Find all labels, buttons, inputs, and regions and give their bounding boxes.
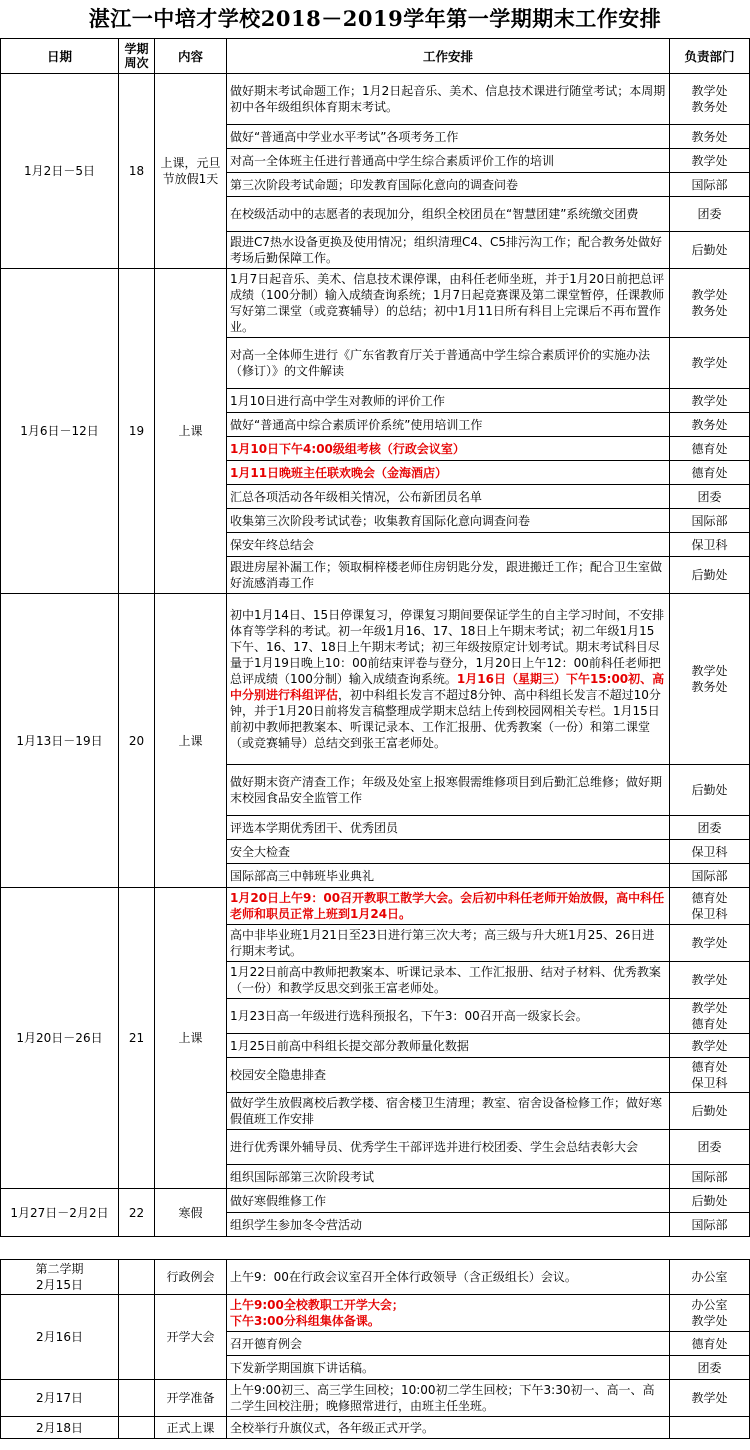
arrangement-cell	[227, 864, 670, 888]
department-cell: 后勤处	[670, 765, 750, 816]
arrangement-text: 做好学生放假离校后教学楼、宿舍楼卫生清理；教室、宿舍设备检修工作；做好寒假值班工作安排	[230, 1096, 663, 1126]
department-cell	[670, 1417, 750, 1439]
arrangement-text: 做好“普通高中综合素质评价系统”使用培训工作	[230, 417, 483, 432]
department-cell: 后勤处	[670, 557, 750, 594]
arrangement-text: 组织学生参加冬令营活动	[230, 1217, 363, 1232]
highlight-text: 1月16日（星期三）下午15:00初、高中分别进行科组评估	[230, 672, 665, 702]
table-row	[1, 1189, 750, 1213]
department-cell: 教学处	[670, 149, 750, 173]
content-cell: 开学大会	[155, 1295, 227, 1380]
arrangement-cell	[227, 1189, 670, 1213]
arrangement-cell	[227, 962, 670, 999]
arrangement-cell	[227, 232, 670, 269]
department-cell: 办公室 教学处	[670, 1295, 750, 1332]
spacer-cell	[1, 1237, 750, 1260]
arrangement-cell	[227, 1093, 670, 1130]
arrangement-cell	[227, 149, 670, 173]
arrangement-cell	[227, 485, 670, 509]
arrangement-cell	[227, 173, 670, 197]
arrangement-text: 第三次阶段考试命题；印发教育国际化意向的调查问卷	[230, 177, 519, 192]
department-cell: 团委	[670, 816, 750, 840]
week-cell: 19	[119, 269, 155, 594]
department-cell: 后勤处	[670, 1189, 750, 1213]
week-cell	[119, 1295, 155, 1380]
arrangement-text: 国际部高三中韩班毕业典礼	[230, 868, 375, 883]
arrangement-text: 做好寒假维修工作	[230, 1193, 327, 1208]
week-cell	[119, 1417, 155, 1439]
content-cell: 寒假	[155, 1189, 227, 1237]
department-cell: 德育处 保卫科	[670, 1058, 750, 1093]
arrangement-text: 评选本学期优秀团干、优秀团员	[230, 820, 399, 835]
content-cell: 上课	[155, 888, 227, 1189]
arrangement-cell	[227, 1295, 670, 1332]
arrangement-cell	[227, 1260, 670, 1295]
arrangement-text: 高中非毕业班1月21日至23日进行第三次大考；高三级与升大班1月25、26日进行期末考试。	[230, 928, 655, 958]
department-cell: 教学处	[670, 925, 750, 962]
arrangement-cell	[227, 1130, 670, 1165]
header-content: 内容	[155, 39, 227, 74]
arrangement-text: 做好期末资产清查工作；年级及处室上报寒假需维修项目到后勤汇总维修；做好期末校园食品安全监管工作	[230, 775, 663, 805]
date-cell: 2月16日	[1, 1295, 119, 1380]
department-cell: 教务处	[670, 125, 750, 149]
week-cell: 20	[119, 594, 155, 888]
date-cell: 1月2日－5日	[1, 74, 119, 269]
arrangement-cell	[227, 888, 670, 925]
arrangement-cell	[227, 1380, 670, 1417]
department-cell: 团委	[670, 1130, 750, 1165]
arrangement-cell	[227, 389, 670, 413]
department-cell: 教学处 德育处	[670, 999, 750, 1034]
department-cell: 国际部	[670, 1165, 750, 1189]
header-date: 日期	[1, 39, 119, 74]
arrangement-cell	[227, 1165, 670, 1189]
department-cell: 德育处	[670, 437, 750, 461]
header-department: 负责部门	[670, 39, 750, 74]
table-row	[1, 1380, 750, 1417]
arrangement-cell	[227, 594, 670, 765]
department-cell: 国际部	[670, 509, 750, 533]
arrangement-cell	[227, 557, 670, 594]
department-cell: 国际部	[670, 1213, 750, 1237]
arrangement-text: 做好期末考试命题工作；1月2日起音乐、美术、信息技术课进行随堂考试；本周期初中各年级组织体育期末考试。	[230, 84, 666, 114]
week-cell	[119, 1260, 155, 1295]
arrangement-cell	[227, 269, 670, 338]
arrangement-text: 安全大检查	[230, 844, 291, 859]
arrangement-text: 组织国际部第三次阶段考试	[230, 1169, 375, 1184]
arrangement-text: 1月25日前高中科组长提交部分教师量化数据	[230, 1038, 469, 1053]
department-cell: 国际部	[670, 173, 750, 197]
date-cell: 2月17日	[1, 1380, 119, 1417]
department-cell: 办公室	[670, 1260, 750, 1295]
header-row	[1, 39, 750, 74]
arrangement-text: 做好“普通高中学业水平考试”各项考务工作	[230, 129, 459, 144]
arrangement-text: 跟进C7热水设备更换及使用情况；组织清理C4、C5排污沟工作；配合教务处做好考场后勤保障工作。	[230, 235, 663, 265]
arrangement-text: 进行优秀课外辅导员、优秀学生干部评选并进行校团委、学生会总结表彰大会	[230, 1140, 639, 1154]
content-cell: 上课，元旦节放假1天	[155, 74, 227, 269]
date-cell: 1月27日－2月2日	[1, 1189, 119, 1237]
arrangement-text: 上午9：00在行政会议室召开全体行政领导（含正级组长）会议。	[230, 1270, 577, 1284]
arrangement-text: 全校举行升旗仪式，各年级正式开学。	[230, 1420, 435, 1435]
arrangement-text: 1月10日进行高中学生对教师的评价工作	[230, 393, 445, 408]
arrangement-cell	[227, 765, 670, 816]
department-cell: 团委	[670, 1356, 750, 1380]
arrangement-cell	[227, 461, 670, 485]
department-cell: 教务处	[670, 413, 750, 437]
department-cell: 保卫科	[670, 533, 750, 557]
department-cell: 国际部	[670, 864, 750, 888]
arrangement-cell	[227, 509, 670, 533]
department-cell: 教学处	[670, 389, 750, 413]
department-cell: 教学处	[670, 1034, 750, 1058]
content-cell: 上课	[155, 594, 227, 888]
date-cell: 2月18日	[1, 1417, 119, 1439]
arrangement-cell	[227, 1417, 670, 1439]
content-cell: 上课	[155, 269, 227, 594]
arrangement-cell	[227, 1058, 670, 1093]
arrangement-text: 召开德育例会	[230, 1336, 303, 1351]
date-cell: 1月6日－12日	[1, 269, 119, 594]
arrangement-text: 初中1月14日、15日停课复习，停课复习期间要保证学生的自主学习时间，不安排体育等学科的考试。初一年级1月16、17、18日上午期末考试；初二年级1月15下午、16、17、18日上午期末考试；初三年级按原定计划考试。期末考试科目尽量于1月19日晚上10：00前结束评卷与登分，1月20日上午12：00前科任老师把总评成绩（100分制）输入成绩查询系统。	[230, 608, 665, 686]
table-row	[1, 1417, 750, 1439]
department-cell: 团委	[670, 197, 750, 232]
highlight-text: 上午9:00全校教职工开学大会； 下午3:00分科组集体备课。	[230, 1298, 404, 1328]
arrangement-cell	[227, 533, 670, 557]
week-cell: 21	[119, 888, 155, 1189]
arrangement-cell	[227, 1213, 670, 1237]
arrangement-text: 跟进房屋补漏工作；领取桐梓楼老师住房钥匙分发，跟进搬迁工作；配合卫生室做好流感消毒工作	[230, 560, 663, 590]
table-row	[1, 74, 750, 125]
schedule-table	[0, 38, 750, 1439]
arrangement-cell	[227, 125, 670, 149]
department-cell: 教学处	[670, 962, 750, 999]
date-cell: 1月13日－19日	[1, 594, 119, 888]
department-cell: 后勤处	[670, 232, 750, 269]
department-cell: 保卫科	[670, 840, 750, 864]
arrangement-cell	[227, 999, 670, 1034]
arrangement-cell	[227, 1332, 670, 1356]
arrangement-cell	[227, 1356, 670, 1380]
arrangement-cell	[227, 1034, 670, 1058]
department-cell: 后勤处	[670, 1093, 750, 1130]
arrangement-text: 保安年终总结会	[230, 537, 315, 552]
department-cell: 团委	[670, 485, 750, 509]
header-week: 学期周次	[119, 39, 155, 74]
department-cell: 教学处 教务处	[670, 74, 750, 125]
arrangement-cell	[227, 413, 670, 437]
arrangement-text: 对高一全体师生进行《广东省教育厅关于普通高中学生综合素质评价的实施办法（修订）》的文件解读	[230, 348, 651, 378]
arrangement-text: 汇总各项活动各年级相关情况，公布新团员名单	[230, 489, 483, 504]
department-cell: 教学处	[670, 1380, 750, 1417]
highlight-text: 1月10日下午4:00级组考核（行政会议室）	[230, 441, 465, 456]
date-cell: 第二学期 2月15日	[1, 1260, 119, 1295]
department-cell: 教学处 教务处	[670, 269, 750, 338]
table-row	[1, 594, 750, 765]
week-cell: 22	[119, 1189, 155, 1237]
highlight-text: 1月11日晚班主任联欢晚会（金海酒店）	[230, 465, 448, 480]
content-cell: 开学准备	[155, 1380, 227, 1417]
week-cell: 18	[119, 74, 155, 269]
arrangement-cell	[227, 840, 670, 864]
arrangement-text: 1月22日前高中教师把教案本、听课记录本、工作汇报册、结对子材料、优秀教案（一份）和教学反思交到张王富老师处。	[230, 965, 661, 995]
arrangement-text: 在校级活动中的志愿者的表现加分，组织全校团员在“智慧团建”系统缴交团费	[230, 207, 639, 221]
arrangement-text: 上午9:00初三、高三学生回校；10:00初二学生回校；下午3:30初一、高一、高二学生回校注册；晚修照常进行，由班主任坐班。	[230, 1383, 655, 1413]
department-cell: 德育处	[670, 461, 750, 485]
content-cell: 正式上课	[155, 1417, 227, 1439]
arrangement-text: 对高一全体班主任进行普通高中学生综合素质评价工作的培训	[230, 153, 555, 168]
table-row	[1, 1295, 750, 1332]
arrangement-cell	[227, 338, 670, 389]
arrangement-text: 下发新学期国旗下讲话稿。	[230, 1360, 375, 1375]
arrangement-cell	[227, 197, 670, 232]
table-row	[1, 888, 750, 925]
content-cell: 行政例会	[155, 1260, 227, 1295]
arrangement-text: ，初中科组长发言不超过8分钟、高中科组长发言不超过10分钟，并于1月20日前将发言稿整理成学期末总结上传到校园网相关专栏。1月15日前初中教师把教案本、听课记录本、工作汇报册、优秀教案（一份）和第二课堂（或竞赛辅导）总结交到张王富老师处。	[230, 688, 661, 750]
week-cell	[119, 1380, 155, 1417]
arrangement-cell	[227, 437, 670, 461]
arrangement-text: 收集第三次阶段考试试卷；收集教育国际化意向调查问卷	[230, 513, 531, 528]
arrangement-cell	[227, 74, 670, 125]
arrangement-text: 1月7日起音乐、美术、信息技术课停课，由科任老师坐班，并于1月20日前把总评成绩（100分制）输入成绩查询系统；1月7日起竞赛课及第二课堂暂停，任课教师写好第二课堂（或竞赛辅导）的总结；初中1月11日所有科目上完课后不再布置作业。	[230, 272, 665, 334]
department-cell: 教学处 教务处	[670, 594, 750, 765]
arrangement-cell	[227, 816, 670, 840]
table-row	[1, 269, 750, 338]
department-cell: 德育处 保卫科	[670, 888, 750, 925]
document-title: 湛江一中培才学校2018－2019学年第一学期期末工作安排	[88, 6, 662, 31]
date-cell: 1月20日－26日	[1, 888, 119, 1189]
arrangement-text: 1月23日高一年级进行选科预报名，下午3：00召开高一级家长会。	[230, 1009, 588, 1023]
spacer-row	[1, 1237, 750, 1260]
department-cell: 德育处	[670, 1332, 750, 1356]
highlight-text: 1月20日上午9：00召开教职工散学大会。会后初中科任老师开始放假，高中科任老师和职员正常上班到1月24日。	[230, 891, 665, 921]
department-cell: 教学处	[670, 338, 750, 389]
table-row	[1, 1260, 750, 1295]
arrangement-text: 校园安全隐患排查	[230, 1068, 327, 1082]
header-arrangement: 工作安排	[227, 39, 670, 74]
arrangement-cell	[227, 925, 670, 962]
